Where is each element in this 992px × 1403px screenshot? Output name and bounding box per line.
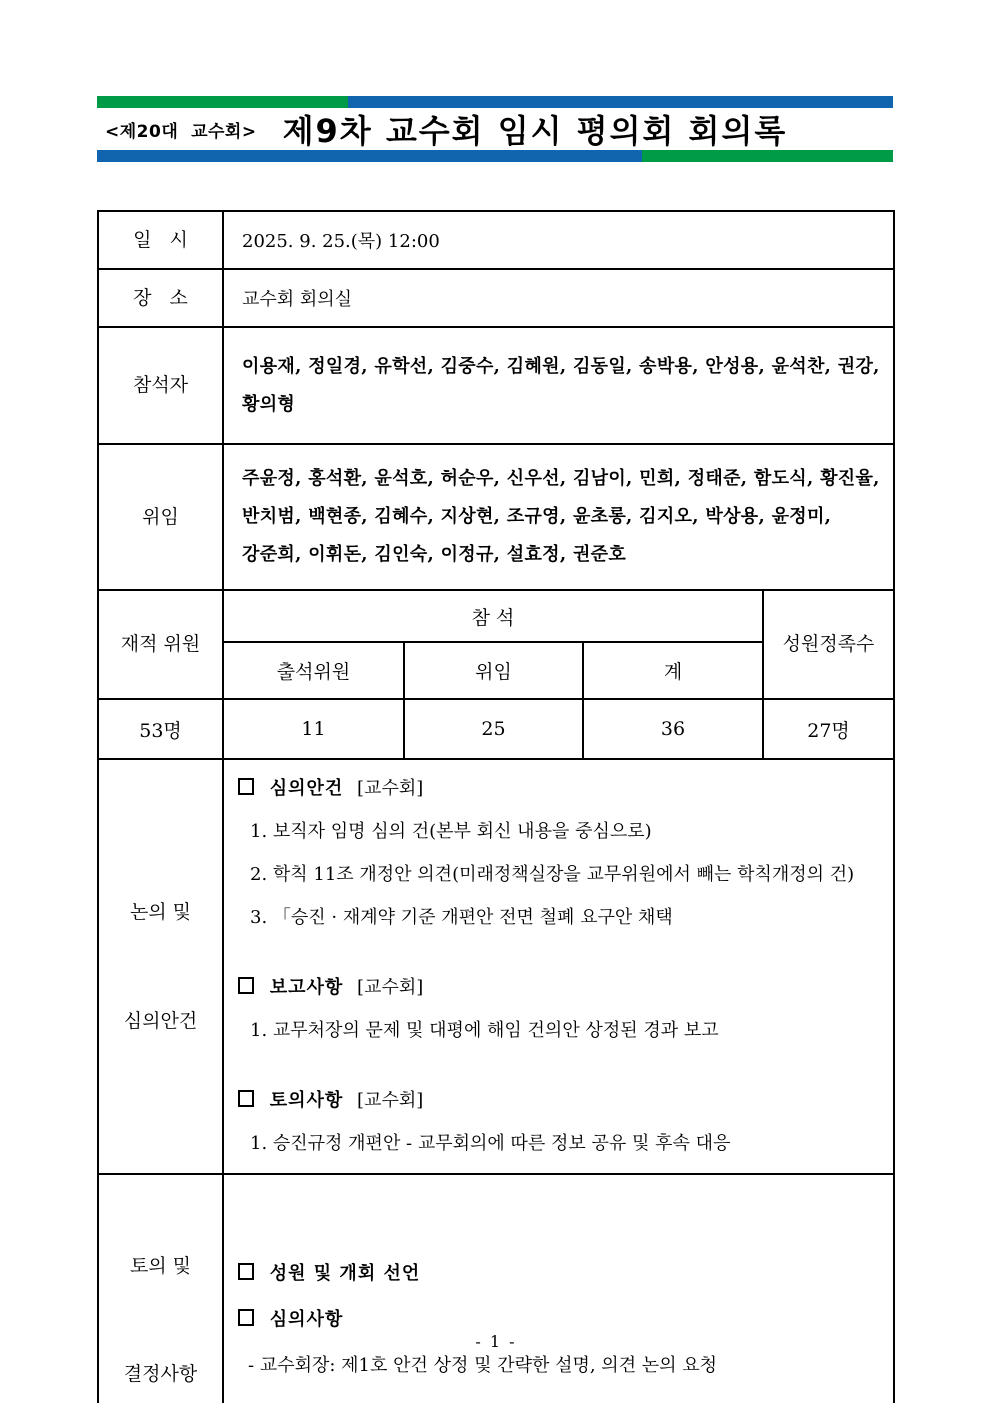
table-row-place	[98, 269, 894, 327]
datetime-value: 2025. 9. 25.(목) 12:00	[223, 211, 894, 269]
section-scope: [교수회]	[357, 778, 424, 799]
table-row-attendance-header	[98, 590, 894, 642]
col-header-proxy: 위임	[404, 642, 583, 699]
decisions-label-line2: 결정사항	[123, 1363, 198, 1386]
agenda-label-line2: 심의안건	[123, 1009, 198, 1032]
green-bar-segment	[642, 150, 893, 162]
page-number: - 1 -	[475, 1332, 517, 1351]
place-label: 장 소	[98, 269, 223, 327]
attendees-value: 이용재, 정일경, 유학선, 김중수, 김혜원, 김동일, 송박용, 안성용, 윤석찬, 권강, 황의형	[223, 327, 894, 444]
present-count: 11	[223, 699, 404, 759]
proxy-count: 25	[404, 699, 583, 759]
committee-label: <제20대 교수회>	[105, 121, 257, 142]
decision-section-header	[238, 1251, 883, 1297]
decisions-content	[223, 1174, 894, 1403]
checkbox-square-icon	[238, 1263, 254, 1280]
section-title: 심의안건	[269, 778, 344, 799]
datetime-label: 일 시	[98, 211, 223, 269]
document-content	[97, 96, 893, 1403]
attendance-header: 참 석	[223, 590, 763, 642]
col-header-total: 계	[583, 642, 763, 699]
place-value: 교수회 회의실	[223, 269, 894, 327]
section-title: 심의사항	[269, 1309, 344, 1331]
members-label: 재적 위원	[98, 590, 223, 699]
agenda-item: 1. 교무처장의 문제 및 대평에 해임 건의안 상정된 경과 보고	[250, 1020, 719, 1041]
agenda-item: 2. 학칙 11조 개정안 의견(미래정책실장을 교무위원에서 빼는 학칙개정의 건)	[250, 864, 855, 885]
section-scope: [교수회]	[357, 1090, 424, 1111]
decision-sub-item: - 교수회장: 제1호 안건 상정 및 간략한 설명, 의견 논의 요청	[248, 1355, 718, 1377]
table-row-decisions	[98, 1174, 894, 1403]
agenda-item: 1. 승진규정 개편안 - 교무회의에 따른 정보 공유 및 후속 대응	[250, 1133, 731, 1154]
section-title: 토의사항	[269, 1090, 344, 1111]
quorum-label: 성원정족수	[763, 590, 894, 699]
agenda-content	[223, 759, 894, 1174]
agenda-item: 1. 보직자 임명 심의 건(본부 회신 내용을 중심으로)	[250, 821, 652, 842]
blue-bar-segment	[97, 150, 642, 162]
table-row-datetime	[98, 211, 894, 269]
decisions-row-label	[98, 1174, 223, 1403]
section-title: 보고사항	[269, 977, 344, 998]
decisions-label-line1: 토의 및	[129, 1255, 192, 1278]
proxies-value: 주윤정, 홍석환, 윤석호, 허순우, 신우선, 김남이, 민희, 정태준, 함도식, 황진율, 반치범, 백현종, 김혜수, 지상현, 조규영, 윤초롱, 김지오, 박상용, 윤정미, 강준희, 이휘돈, 김인숙, 이정규, 설효정, 권준호	[223, 444, 894, 590]
header-bottom-bar	[97, 150, 893, 162]
agenda-row-label	[98, 759, 223, 1174]
total-count: 36	[583, 699, 763, 759]
minutes-table	[97, 210, 895, 1403]
page-title: 제9차 교수회 임시 평의회 회의록	[282, 112, 788, 150]
proxies-label: 위임	[98, 444, 223, 590]
attendees-label: 참석자	[98, 327, 223, 444]
agenda-item: 3. 「승진 · 재계약 기준 개편안 전면 철폐 요구안 채택	[250, 907, 673, 928]
table-row-attendance-values	[98, 699, 894, 759]
section-scope: [교수회]	[357, 977, 424, 998]
checkbox-square-icon	[238, 778, 254, 795]
agenda-section-header	[238, 1080, 883, 1122]
checkbox-square-icon	[238, 1090, 254, 1107]
table-row-attendees	[98, 327, 894, 444]
agenda-section-header	[238, 768, 883, 810]
table-row-agenda	[98, 759, 894, 1174]
members-count: 53명	[98, 699, 223, 759]
section-title: 성원 및 개회 선언	[269, 1263, 421, 1285]
quorum-count: 27명	[763, 699, 894, 759]
agenda-section-header	[238, 967, 883, 1009]
table-row-proxies	[98, 444, 894, 590]
document-header	[97, 96, 893, 162]
agenda-label-line1: 논의 및	[129, 901, 192, 924]
checkbox-square-icon	[238, 1309, 254, 1326]
col-header-present: 출석위원	[223, 642, 404, 699]
title-row	[97, 108, 893, 150]
checkbox-square-icon	[238, 977, 254, 994]
